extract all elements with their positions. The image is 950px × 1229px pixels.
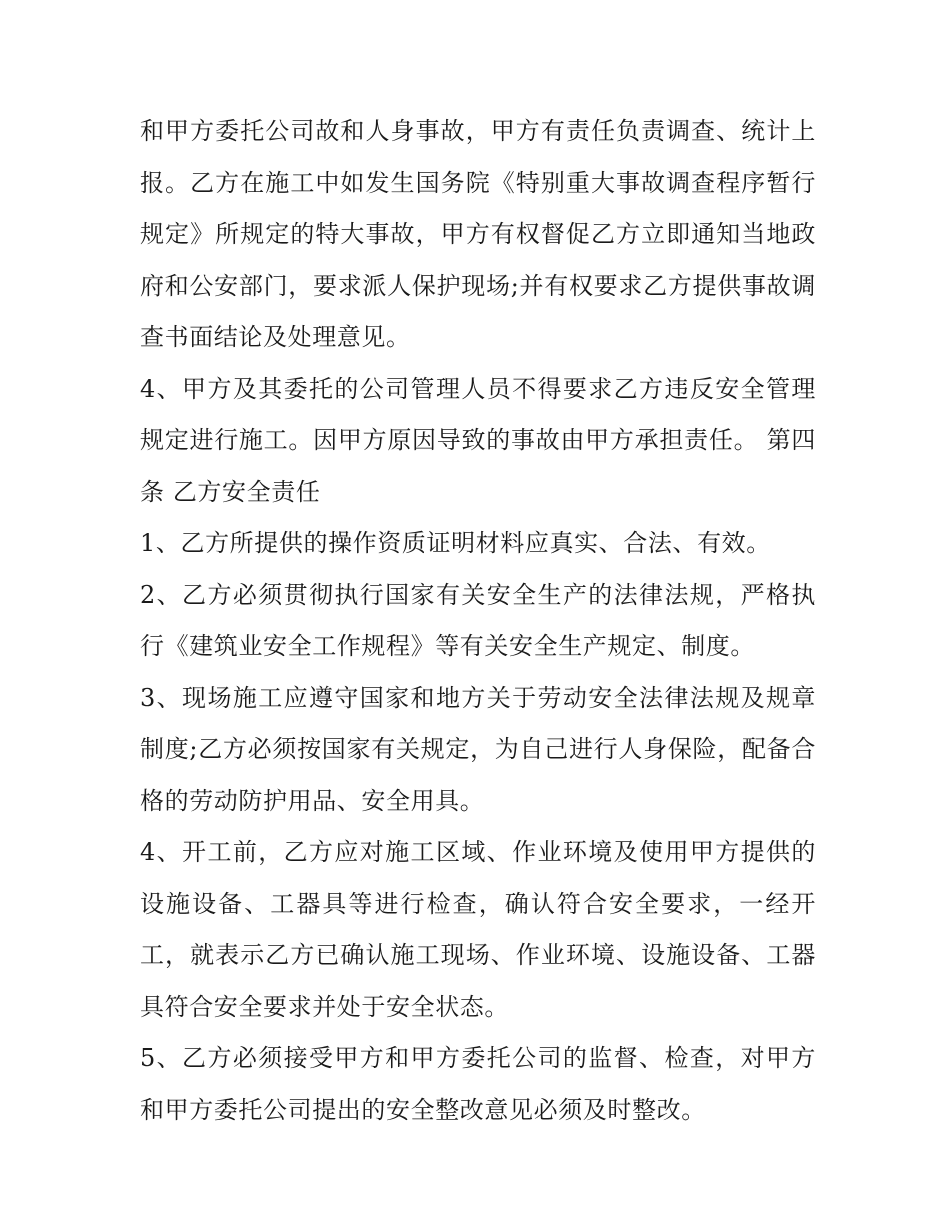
paragraph-item-3-site-rules: 3、现场施工应遵守国家和地方关于劳动安全法律法规及规章制度;乙方必须按国家有关规定，为自己进行人身保险，配备合格的劳动防护用品、安全用具。 [140,683,816,815]
paragraph-clause-4-management: 4、甲方及其委托的公司管理人员不得要求乙方违反安全管理规定进行施工。因甲方原因导致的事故由甲方承担责任。 第四条 乙方安全责任 [140,374,816,506]
paragraph-item-1-qualification: 1、乙方所提供的操作资质证明材料应真实、合法、有效。 [140,529,771,557]
paragraph-item-4-inspection: 4、开工前，乙方应对施工区域、作业环境及使用甲方提供的设施设备、工器具等进行检查，确认符合安全要求，一经开工，就表示乙方已确认施工现场、作业环境、设施设备、工器具符合安全要求并处于安全状态。 [140,838,816,1021]
paragraph-item-5-supervision: 5、乙方必须接受甲方和甲方委托公司的监督、检查，对甲方和甲方委托公司提出的安全整改意见必须及时整改。 [140,1044,816,1124]
paragraph-item-2-regulations: 2、乙方必须贯彻执行国家有关安全生产的法律法规，严格执行《建筑业安全工作规程》等有关安全生产规定、制度。 [140,580,816,660]
paragraph-accident-reporting: 和甲方委托公司故和人身事故，甲方有责任负责调查、统计上报。乙方在施工中如发生国务院《特别重大事故调查程序暂行规定》所规定的特大事故，甲方有权督促乙方立即通知当地政府和公安部门，要求派人保护现场;并有权要求乙方提供事故调查书面结论及处理意见。 [140,117,816,351]
document-body [140,106,816,1136]
